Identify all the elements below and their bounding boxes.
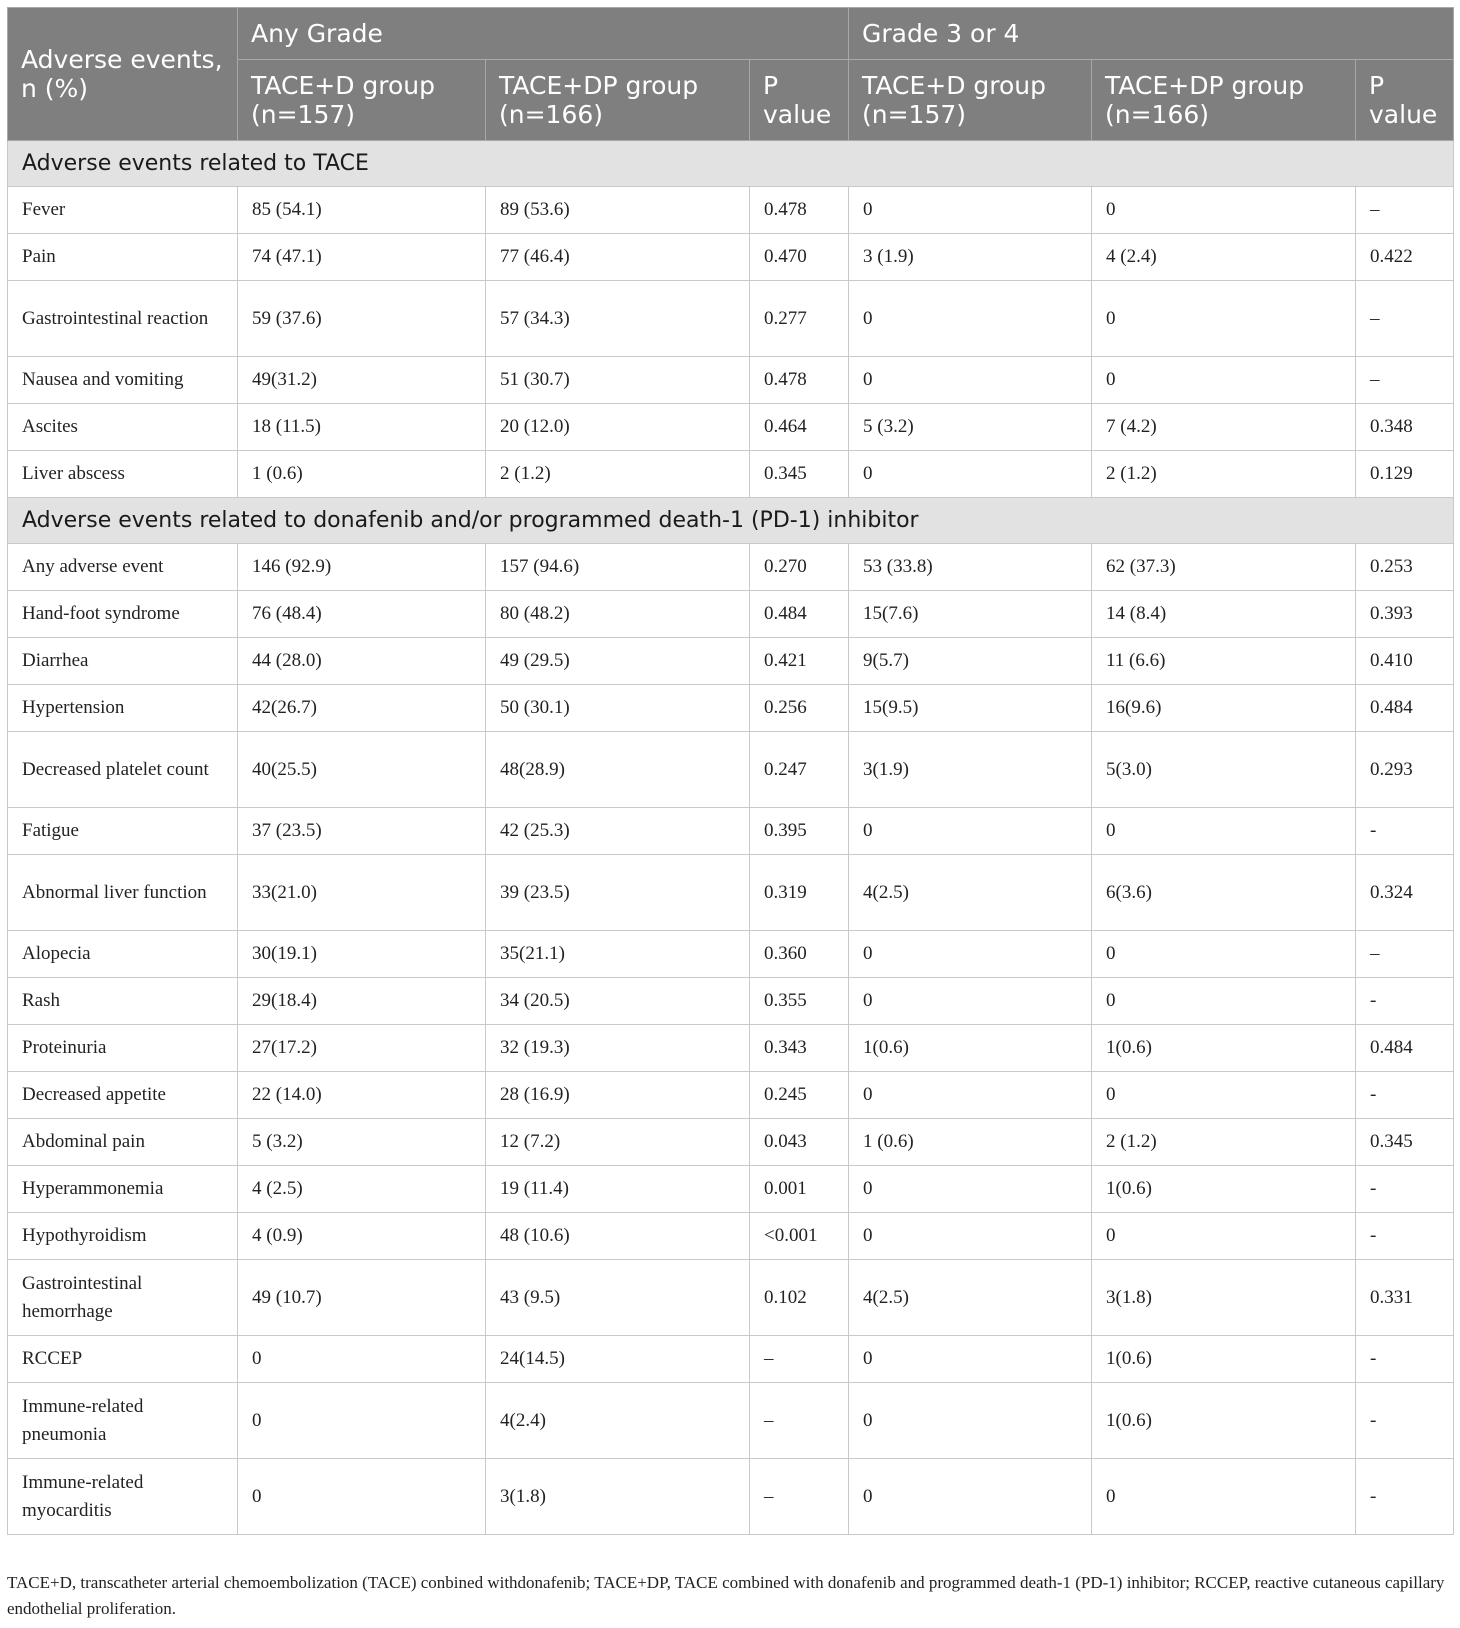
- table-cell: 0.422: [1356, 234, 1454, 281]
- table-cell: 4(2.5): [849, 855, 1092, 931]
- table-cell: 4 (2.5): [238, 1166, 486, 1213]
- table-cell: 0.478: [750, 357, 849, 404]
- table-cell: 89 (53.6): [486, 187, 750, 234]
- table-cell: 0.464: [750, 404, 849, 451]
- table-cell: 2 (1.2): [486, 451, 750, 498]
- table-cell: 0.277: [750, 281, 849, 357]
- table-cell: 4 (0.9): [238, 1213, 486, 1260]
- event-name-cell: Pain: [8, 234, 238, 281]
- table-cell: 20 (12.0): [486, 404, 750, 451]
- table-cell: 14 (8.4): [1092, 591, 1356, 638]
- table-cell: 11 (6.6): [1092, 638, 1356, 685]
- table-cell: –: [750, 1459, 849, 1535]
- table-cell: 0: [1092, 357, 1356, 404]
- table-cell: 0: [849, 1336, 1092, 1383]
- table-cell: –: [1356, 281, 1454, 357]
- table-cell: 0: [1092, 1459, 1356, 1535]
- table-row: [8, 685, 1454, 732]
- any-grade-header: Any Grade: [238, 8, 849, 60]
- table-cell: 4(2.5): [849, 1260, 1092, 1336]
- table-cell: 157 (94.6): [486, 544, 750, 591]
- table-cell: 146 (92.9): [238, 544, 486, 591]
- table-cell: 0.331: [1356, 1260, 1454, 1336]
- table-footnote: TACE+D, transcatheter arterial chemoembolization (TACE) conbined withdonafenib; TACE+DP, TACE combined with donafenib and programmed death-1 (PD-1) inhibitor; RCCEP, reactive cutaneous capillary endothelial proliferation.: [7, 1573, 1445, 1618]
- adverse-events-table: [7, 7, 1454, 1535]
- event-name-cell: Fever: [8, 187, 238, 234]
- event-name-cell: Hypothyroidism: [8, 1213, 238, 1260]
- table-cell: 39 (23.5): [486, 855, 750, 931]
- table-cell: 0: [238, 1459, 486, 1535]
- table-cell: 44 (28.0): [238, 638, 486, 685]
- table-cell: 0.395: [750, 808, 849, 855]
- table-cell: 0.270: [750, 544, 849, 591]
- column-header: TACE+D group (n=157): [849, 60, 1092, 141]
- table-cell: 0: [1092, 1213, 1356, 1260]
- table-cell: 0.345: [1356, 1119, 1454, 1166]
- event-name-cell: Liver abscess: [8, 451, 238, 498]
- table-cell: 7 (4.2): [1092, 404, 1356, 451]
- table-cell: 22 (14.0): [238, 1072, 486, 1119]
- table-row: [8, 978, 1454, 1025]
- table-row: [8, 357, 1454, 404]
- table-cell: 0.253: [1356, 544, 1454, 591]
- table-cell: –: [1356, 931, 1454, 978]
- table-cell: 33(21.0): [238, 855, 486, 931]
- table-cell: 0.293: [1356, 732, 1454, 808]
- event-name-cell: Hyperammonemia: [8, 1166, 238, 1213]
- table-row: [8, 1119, 1454, 1166]
- event-name-cell: Alopecia: [8, 931, 238, 978]
- table-cell: 0: [1092, 187, 1356, 234]
- table-cell: 0.393: [1356, 591, 1454, 638]
- table-cell: 0: [1092, 281, 1356, 357]
- table-cell: 76 (48.4): [238, 591, 486, 638]
- table-cell: 37 (23.5): [238, 808, 486, 855]
- table-cell: 42(26.7): [238, 685, 486, 732]
- column-header: TACE+DP group (n=166): [1092, 60, 1356, 141]
- table-cell: 35(21.1): [486, 931, 750, 978]
- table-cell: 0: [1092, 1072, 1356, 1119]
- adverse-events-table-container: [7, 7, 1453, 1535]
- table-cell: 80 (48.2): [486, 591, 750, 638]
- table-cell: 0: [849, 808, 1092, 855]
- table-cell: 0.410: [1356, 638, 1454, 685]
- table-cell: 50 (30.1): [486, 685, 750, 732]
- table-cell: 27(17.2): [238, 1025, 486, 1072]
- table-row: [8, 855, 1454, 931]
- section-title: Adverse events related to TACE: [8, 141, 1454, 187]
- table-cell: 0.343: [750, 1025, 849, 1072]
- table-row: [8, 931, 1454, 978]
- table-cell: 0.043: [750, 1119, 849, 1166]
- table-row: [8, 404, 1454, 451]
- table-cell: 59 (37.6): [238, 281, 486, 357]
- table-cell: 0: [849, 1072, 1092, 1119]
- table-cell: 42 (25.3): [486, 808, 750, 855]
- table-cell: –: [750, 1383, 849, 1459]
- table-cell: 9(5.7): [849, 638, 1092, 685]
- table-cell: 0.478: [750, 187, 849, 234]
- table-row: [8, 234, 1454, 281]
- table-row: [8, 187, 1454, 234]
- event-name-cell: RCCEP: [8, 1336, 238, 1383]
- table-cell: -: [1356, 1166, 1454, 1213]
- table-cell: 24(14.5): [486, 1336, 750, 1383]
- column-header: P value: [750, 60, 849, 141]
- table-cell: 0.245: [750, 1072, 849, 1119]
- event-name-cell: Decreased appetite: [8, 1072, 238, 1119]
- table-cell: 53 (33.8): [849, 544, 1092, 591]
- table-cell: –: [750, 1336, 849, 1383]
- table-cell: 0.129: [1356, 451, 1454, 498]
- table-cell: 0.348: [1356, 404, 1454, 451]
- table-cell: 0: [849, 451, 1092, 498]
- table-cell: 5(3.0): [1092, 732, 1356, 808]
- event-name-cell: Gastrointestinal reaction: [8, 281, 238, 357]
- table-cell: <0.001: [750, 1213, 849, 1260]
- table-row: [8, 1166, 1454, 1213]
- table-cell: 0.484: [1356, 685, 1454, 732]
- event-name-cell: Immune-related pneumonia: [8, 1383, 238, 1459]
- table-cell: 62 (37.3): [1092, 544, 1356, 591]
- table-cell: 1(0.6): [1092, 1336, 1356, 1383]
- section-title: Adverse events related to donafenib and/or programmed death-1 (PD-1) inhibitor: [8, 498, 1454, 544]
- table-row: [8, 1213, 1454, 1260]
- grade-3-4-header: Grade 3 or 4: [849, 8, 1454, 60]
- table-cell: 1 (0.6): [849, 1119, 1092, 1166]
- column-header: TACE+D group (n=157): [238, 60, 486, 141]
- table-cell: 1(0.6): [1092, 1383, 1356, 1459]
- table-cell: 29(18.4): [238, 978, 486, 1025]
- event-name-cell: Abnormal liver function: [8, 855, 238, 931]
- table-cell: 0: [849, 978, 1092, 1025]
- section-row: [8, 498, 1454, 544]
- table-cell: 1(0.6): [1092, 1166, 1356, 1213]
- event-name-cell: Decreased platelet count: [8, 732, 238, 808]
- table-cell: 0: [849, 1166, 1092, 1213]
- table-cell: 40(25.5): [238, 732, 486, 808]
- event-name-cell: Proteinuria: [8, 1025, 238, 1072]
- table-cell: 0.324: [1356, 855, 1454, 931]
- table-row: [8, 1459, 1454, 1535]
- table-cell: 0.319: [750, 855, 849, 931]
- table-cell: 49 (29.5): [486, 638, 750, 685]
- table-cell: 74 (47.1): [238, 234, 486, 281]
- event-name-cell: Fatigue: [8, 808, 238, 855]
- table-cell: 0.360: [750, 931, 849, 978]
- table-row: [8, 591, 1454, 638]
- event-name-cell: Rash: [8, 978, 238, 1025]
- table-cell: 85 (54.1): [238, 187, 486, 234]
- table-cell: 6(3.6): [1092, 855, 1356, 931]
- table-cell: 0.247: [750, 732, 849, 808]
- table-cell: 0: [849, 1459, 1092, 1535]
- table-cell: 4 (2.4): [1092, 234, 1356, 281]
- table-cell: 1 (0.6): [238, 451, 486, 498]
- table-row: [8, 451, 1454, 498]
- table-cell: 43 (9.5): [486, 1260, 750, 1336]
- table-cell: 3 (1.9): [849, 234, 1092, 281]
- table-body: [8, 141, 1454, 1535]
- column-header: TACE+DP group (n=166): [486, 60, 750, 141]
- table-cell: 0: [238, 1336, 486, 1383]
- table-cell: 0: [849, 1383, 1092, 1459]
- event-name-cell: Diarrhea: [8, 638, 238, 685]
- table-cell: 57 (34.3): [486, 281, 750, 357]
- table-cell: 0: [849, 281, 1092, 357]
- table-row: [8, 808, 1454, 855]
- table-cell: 0.355: [750, 978, 849, 1025]
- table-cell: 30(19.1): [238, 931, 486, 978]
- table-cell: -: [1356, 1072, 1454, 1119]
- table-cell: 0: [849, 187, 1092, 234]
- table-header: [8, 8, 1454, 141]
- table-cell: -: [1356, 1459, 1454, 1535]
- table-cell: -: [1356, 978, 1454, 1025]
- table-row: [8, 281, 1454, 357]
- table-cell: 5 (3.2): [849, 404, 1092, 451]
- table-cell: 0: [238, 1383, 486, 1459]
- table-cell: 3(1.8): [1092, 1260, 1356, 1336]
- table-cell: 2 (1.2): [1092, 451, 1356, 498]
- table-cell: 0: [849, 1213, 1092, 1260]
- row-label-header: Adverse events, n (%): [8, 8, 238, 141]
- table-cell: 0.256: [750, 685, 849, 732]
- event-name-cell: Any adverse event: [8, 544, 238, 591]
- table-cell: 0: [849, 357, 1092, 404]
- table-row: [8, 638, 1454, 685]
- table-cell: 0: [1092, 808, 1356, 855]
- table-cell: 49(31.2): [238, 357, 486, 404]
- event-name-cell: Nausea and vomiting: [8, 357, 238, 404]
- table-row: [8, 1260, 1454, 1336]
- table-cell: -: [1356, 1336, 1454, 1383]
- event-name-cell: Hypertension: [8, 685, 238, 732]
- table-cell: 19 (11.4): [486, 1166, 750, 1213]
- table-cell: 12 (7.2): [486, 1119, 750, 1166]
- table-cell: 5 (3.2): [238, 1119, 486, 1166]
- table-cell: –: [1356, 187, 1454, 234]
- table-cell: 0.001: [750, 1166, 849, 1213]
- table-cell: –: [1356, 357, 1454, 404]
- table-cell: 0: [1092, 931, 1356, 978]
- table-cell: 48 (10.6): [486, 1213, 750, 1260]
- section-row: [8, 141, 1454, 187]
- table-cell: 4(2.4): [486, 1383, 750, 1459]
- table-cell: 2 (1.2): [1092, 1119, 1356, 1166]
- table-cell: 51 (30.7): [486, 357, 750, 404]
- event-name-cell: Gastrointestinal hemorrhage: [8, 1260, 238, 1336]
- table-cell: 49 (10.7): [238, 1260, 486, 1336]
- table-cell: 0.345: [750, 451, 849, 498]
- table-row: [8, 732, 1454, 808]
- table-cell: 3(1.9): [849, 732, 1092, 808]
- table-row: [8, 544, 1454, 591]
- event-name-cell: Ascites: [8, 404, 238, 451]
- event-name-cell: Immune-related myocarditis: [8, 1459, 238, 1535]
- table-cell: 3(1.8): [486, 1459, 750, 1535]
- table-cell: 15(9.5): [849, 685, 1092, 732]
- table-cell: 18 (11.5): [238, 404, 486, 451]
- table-cell: 15(7.6): [849, 591, 1092, 638]
- table-row: [8, 1072, 1454, 1119]
- table-cell: 28 (16.9): [486, 1072, 750, 1119]
- table-cell: 0.484: [750, 591, 849, 638]
- event-name-cell: Abdominal pain: [8, 1119, 238, 1166]
- table-cell: -: [1356, 808, 1454, 855]
- table-cell: 32 (19.3): [486, 1025, 750, 1072]
- table-cell: 48(28.9): [486, 732, 750, 808]
- table-cell: 0.484: [1356, 1025, 1454, 1072]
- table-cell: 77 (46.4): [486, 234, 750, 281]
- table-cell: 0: [849, 931, 1092, 978]
- table-cell: -: [1356, 1383, 1454, 1459]
- table-row: [8, 1383, 1454, 1459]
- table-cell: -: [1356, 1213, 1454, 1260]
- table-cell: 0.102: [750, 1260, 849, 1336]
- column-header: P value: [1356, 60, 1454, 141]
- table-row: [8, 1025, 1454, 1072]
- table-cell: 0.470: [750, 234, 849, 281]
- table-row: [8, 1336, 1454, 1383]
- event-name-cell: Hand-foot syndrome: [8, 591, 238, 638]
- table-cell: 1(0.6): [849, 1025, 1092, 1072]
- table-cell: 0: [1092, 978, 1356, 1025]
- table-cell: 0.421: [750, 638, 849, 685]
- table-cell: 1(0.6): [1092, 1025, 1356, 1072]
- table-cell: 16(9.6): [1092, 685, 1356, 732]
- table-cell: 34 (20.5): [486, 978, 750, 1025]
